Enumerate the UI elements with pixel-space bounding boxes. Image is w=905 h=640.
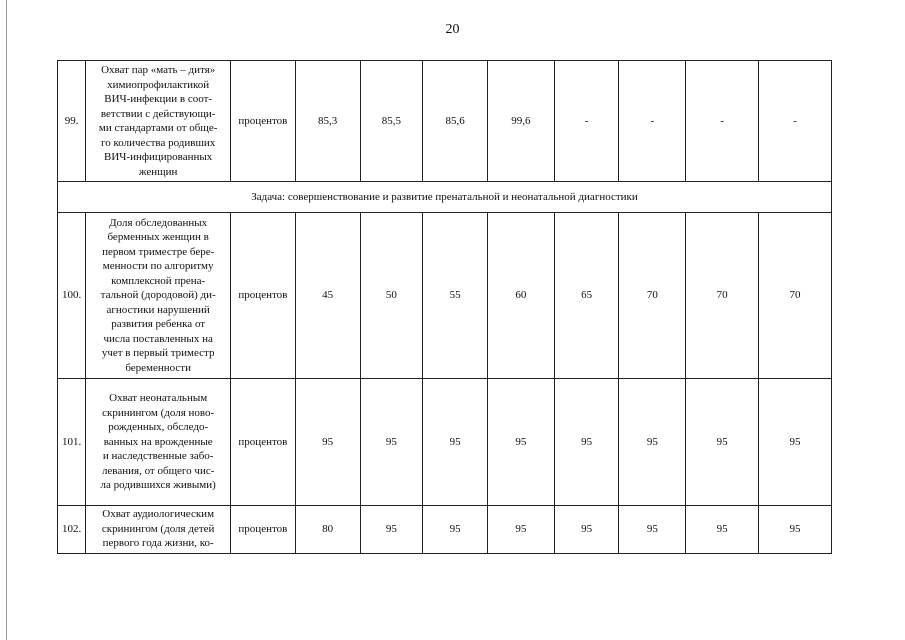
value-cell: 95 [686, 379, 759, 506]
task-row [58, 182, 832, 213]
value-cell: 99,6 [487, 61, 554, 182]
value-cell: - [759, 61, 832, 182]
value-cell: - [686, 61, 759, 182]
page-edge-line [6, 0, 7, 640]
value-cell: 95 [759, 379, 832, 506]
value-cell: 70 [619, 213, 686, 379]
value-cell: 50 [360, 213, 423, 379]
value-cell: 95 [423, 379, 488, 506]
value-cell: 95 [554, 506, 619, 554]
table-row [58, 379, 832, 506]
value-cell: 95 [295, 379, 360, 506]
table-row [58, 61, 832, 182]
value-cell: - [554, 61, 619, 182]
unit-cell: процентов [231, 506, 296, 554]
task-heading: Задача: совершенствование и развитие пренатальной и неонатальной диагностики [58, 182, 832, 213]
value-cell: 60 [487, 213, 554, 379]
value-cell: 95 [619, 379, 686, 506]
value-cell: 95 [686, 506, 759, 554]
value-cell: 70 [759, 213, 832, 379]
value-cell: 80 [295, 506, 360, 554]
value-cell: - [619, 61, 686, 182]
value-cell: 70 [686, 213, 759, 379]
value-cell: 95 [619, 506, 686, 554]
value-cell: 95 [487, 379, 554, 506]
table-row [58, 213, 832, 379]
indicator-name: Охват аудиологическим скринингом (доля детей первого года жизни, ко- [86, 506, 231, 554]
row-number: 99. [58, 61, 86, 182]
row-number: 100. [58, 213, 86, 379]
indicator-name: Охват неонатальным скринингом (доля ново- рожденных, обследо- ванных на врожденные и наследственные забо- левания, от общего чис- ла родившихся живыми) [86, 379, 231, 506]
value-cell: 85,6 [423, 61, 488, 182]
value-cell: 95 [759, 506, 832, 554]
value-cell: 55 [423, 213, 488, 379]
indicator-name: Охват пар «мать – дитя» химиопрофилактикой ВИЧ-инфекции в соот- ветствии с действующи- ми стандартами от обще- го количества родивших ВИЧ-инфицированных женщин [86, 61, 231, 182]
row-number: 101. [58, 379, 86, 506]
unit-cell: процентов [231, 379, 296, 506]
value-cell: 95 [360, 379, 423, 506]
page-number: 20 [445, 22, 460, 37]
value-cell: 95 [423, 506, 488, 554]
indicator-name: Доля обследованных берменных женщин в первом триместре бере- менности по алгоритму комплексной прена- тальной (дородовой) ди- агностики нарушений развития ребенка от числа поставленных на учет в первый триместр беременности [86, 213, 231, 379]
value-cell: 95 [554, 379, 619, 506]
unit-cell: процентов [231, 61, 296, 182]
row-number: 102. [58, 506, 86, 554]
value-cell: 85,3 [295, 61, 360, 182]
value-cell: 85,5 [360, 61, 423, 182]
table-row [58, 506, 832, 554]
value-cell: 65 [554, 213, 619, 379]
value-cell: 95 [360, 506, 423, 554]
value-cell: 45 [295, 213, 360, 379]
value-cell: 95 [487, 506, 554, 554]
indicators-table [57, 60, 832, 554]
unit-cell: процентов [231, 213, 296, 379]
